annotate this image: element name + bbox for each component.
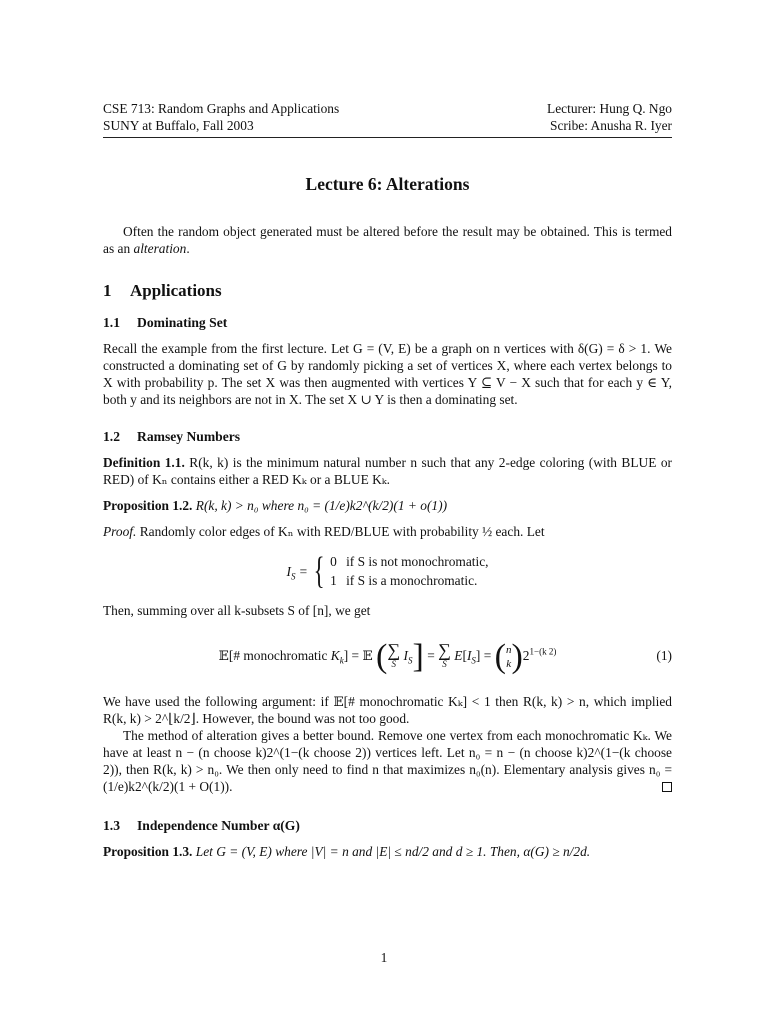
equation-number: (1)	[656, 648, 672, 663]
case-value: 0	[330, 554, 337, 569]
alteration-text: The method of alteration gives a better bound. Remove one vertex from each monochromatic Kₖ. We have at least n − (n choose k)2^(1−(k choose 2)) vertices left. Let n₀ = n − (n choose k)2^(1−(k choose 2)), then R(k, k) > n₀. We then only need to find n that maximizes n₀(n). Elementary analysis gives n₀ = (1/e)k2^(k/2)(1 + O(1)).	[103, 728, 672, 794]
header-right	[547, 100, 672, 134]
page-content	[103, 100, 672, 860]
proposition-1-2	[103, 497, 672, 514]
subsection-title: Ramsey Numbers	[137, 429, 241, 444]
case-condition: if S is not monochromatic,	[346, 554, 489, 569]
proof-paragraph	[103, 523, 672, 540]
cases-rows	[330, 552, 488, 590]
course-name: CSE 713: Random Graphs and Applications	[103, 101, 340, 116]
subsection-heading-1-3	[103, 817, 672, 834]
subsection-heading-1-1	[103, 314, 672, 331]
qed-box-icon	[662, 782, 672, 792]
proposition-label: Proposition 1.2.	[103, 498, 193, 513]
page-number: 1	[380, 950, 388, 965]
section-title: Applications	[130, 281, 222, 300]
definition-1-1	[103, 454, 672, 488]
equation-body: 𝔼[# monochromatic $K_k$] = 𝔼 ( ∑ S $I_S$] = ∑ S $E[I_S] = (n$ $k)2^{1-(k 2)}$	[218, 637, 557, 676]
scribe-name: Scribe: Anusha R. Iyer	[550, 118, 672, 133]
course-term: SUNY at Buffalo, Fall 2003	[103, 118, 254, 133]
indicator-symbol: $I_S$ =	[286, 563, 308, 582]
equation-1	[103, 635, 672, 677]
lecture-title: Lecture 6: Alterations	[305, 174, 470, 194]
proposition-1-3	[103, 843, 672, 860]
cases-brace: {	[313, 550, 325, 592]
subsection-title: Dominating Set	[137, 315, 228, 330]
subsection-number: 1.3	[103, 818, 120, 833]
intro-term: alteration	[133, 241, 187, 256]
lecturer-name: Lecturer: Hung Q. Ngo	[547, 101, 672, 116]
indicator-definition	[103, 552, 672, 590]
proof-text: Randomly color edges of Kₙ with RED/BLUE with probability ½ each. Let	[139, 524, 545, 539]
intro-end: .	[186, 241, 190, 256]
intro-text: Often the random object generated must be altered before the result may be obtained. This is termed as an	[103, 224, 672, 256]
section-number: 1	[103, 281, 112, 300]
case-row-0	[330, 552, 488, 571]
subsection-number: 1.1	[103, 315, 120, 330]
proposition-text: R(k, k) > n₀ where n₀ = (1/e)k2^(k/2)(1 + o(1))	[195, 498, 448, 513]
header-left	[103, 100, 339, 134]
argument-paragraph: We have used the following argument: if 𝔼[# monochromatic Kₖ] < 1 then R(k, k) > n, which implied R(k, k) > 2^⌊k/2⌋. However, the bound was not too good.	[103, 694, 672, 726]
definition-text: R(k, k) is the minimum natural number n such that any 2-edge coloring (with BLUE or RED) of Kₙ contains either a RED Kₖ or a BLUE Kₖ.	[103, 455, 672, 487]
subsection-number: 1.2	[103, 429, 120, 444]
proof-label: Proof.	[103, 524, 137, 539]
intro-paragraph	[103, 223, 672, 257]
case-condition: if S is a monochromatic.	[346, 573, 478, 588]
lecture-header	[103, 100, 672, 134]
header-rule	[103, 137, 672, 138]
dominating-set-paragraph: Recall the example from the first lecture. Let G = (V, E) be a graph on n vertices with δ(G) = δ > 1. We constructed a dominating set of G by randomly picking a set of vertices X, where each vertex belongs to X with probability p. The set X was then augmented with vertices Y ⊆ V − X such that for each y ∈ Y, both y and its neighbors are not in X. The set X ∪ Y is then a dominating set.	[103, 341, 672, 407]
case-value: 1	[330, 573, 337, 588]
subsection-title: Independence Number α(G)	[137, 818, 300, 833]
indicator-subscript: S	[290, 571, 296, 582]
definition-label: Definition 1.1.	[103, 455, 185, 470]
proposition-label: Proposition 1.3.	[103, 844, 193, 859]
summing-paragraph: Then, summing over all k-subsets S of [n], we get	[103, 603, 371, 618]
indicator-letter: I	[286, 563, 291, 579]
proposition-text: Let G = (V, E) where |V| = n and |E| ≤ nd/2 and d ≥ 1. Then, α(G) ≥ n/2d.	[195, 844, 591, 859]
alteration-paragraph	[103, 727, 672, 795]
case-row-1	[330, 571, 488, 590]
section-heading	[103, 282, 672, 299]
subsection-heading-1-2	[103, 428, 672, 445]
